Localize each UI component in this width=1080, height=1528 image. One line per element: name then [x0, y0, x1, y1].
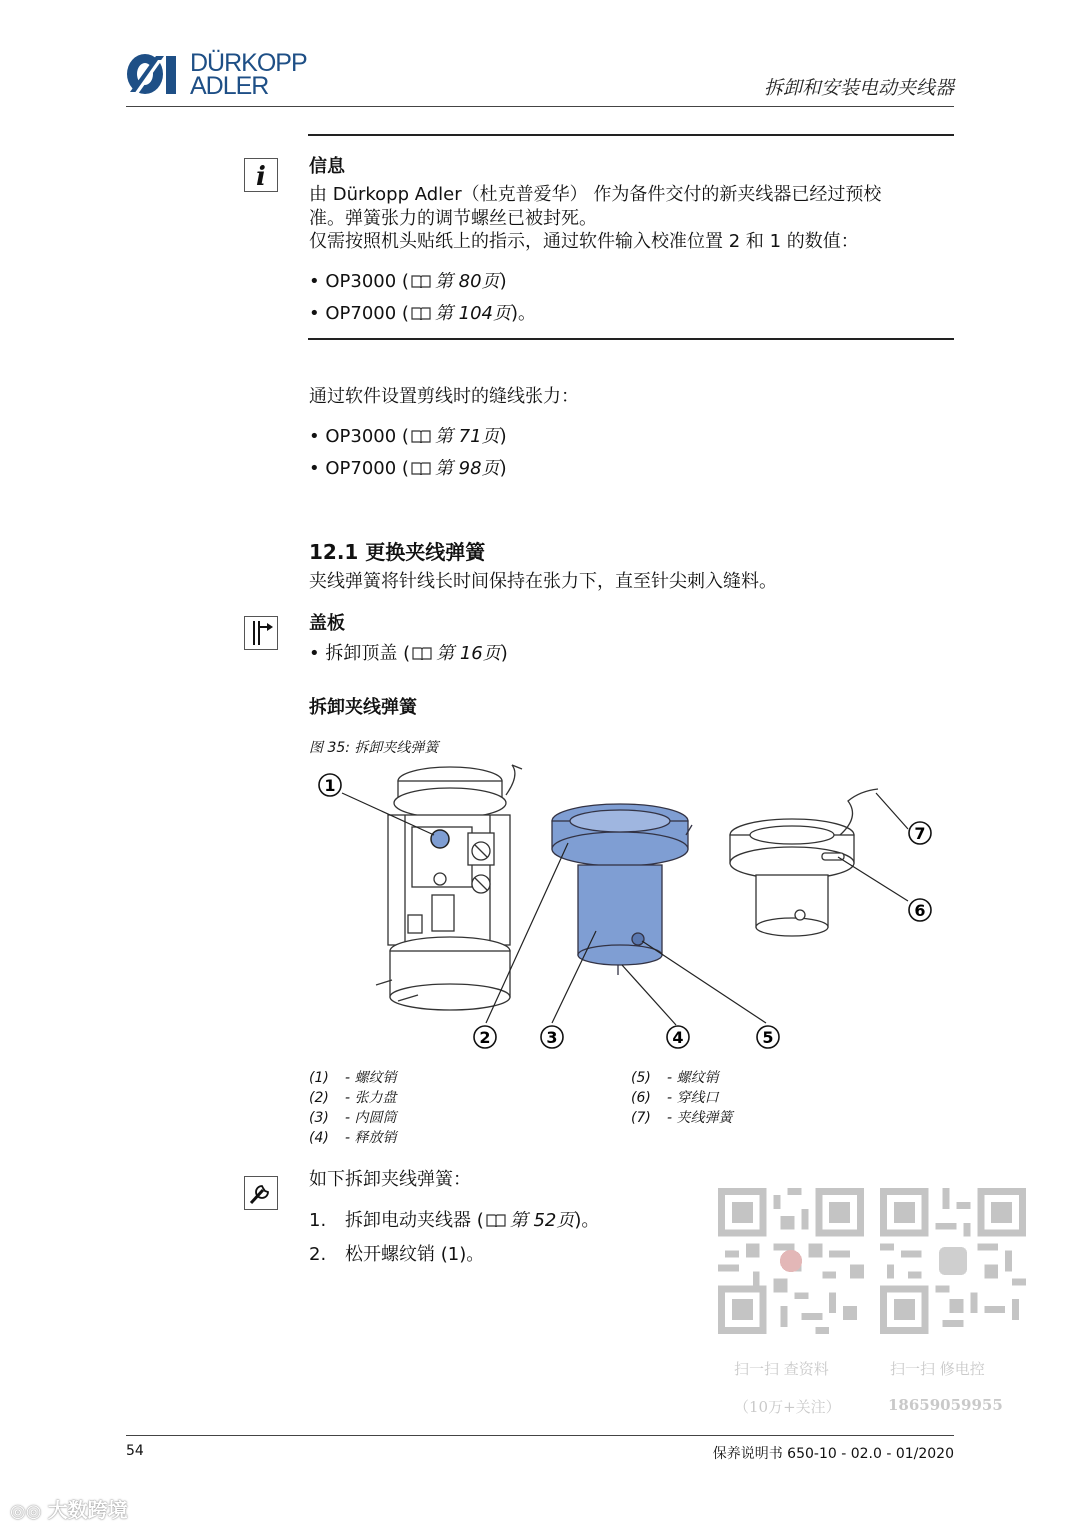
info-bottom-rule	[308, 338, 954, 340]
header-divider	[126, 106, 954, 107]
callout-3: 3	[546, 1028, 558, 1047]
cover-heading: 盖板	[309, 613, 345, 634]
svg-text:i: i	[256, 162, 266, 190]
book-icon	[411, 429, 431, 443]
section-heading: 12.1 更换夹线弹簧	[309, 540, 486, 564]
brand-logo	[126, 50, 326, 100]
step-item: 1. 拆卸电动夹线器 ( 第 52页)。	[309, 1210, 600, 1231]
info-top-rule	[308, 134, 954, 136]
legend-item: (2) - 张力盘	[309, 1090, 397, 1106]
legend-item: (1) - 螺纹销	[309, 1070, 397, 1086]
list-item: • 拆卸顶盖 ( 第 16页)	[309, 643, 508, 664]
footer-divider	[126, 1435, 954, 1436]
qr-code-right[interactable]	[880, 1188, 1026, 1334]
callout-7: 7	[914, 824, 926, 843]
callout-2: 2	[479, 1028, 491, 1047]
legend-item: (3) - 内圆筒	[309, 1110, 397, 1126]
inner-cylinder-drawing	[552, 804, 692, 975]
cover-icon	[244, 616, 278, 650]
page-ref-link[interactable]: 第 16页	[436, 643, 501, 664]
page-number: 54	[126, 1443, 144, 1459]
page-ref-link[interactable]: 第 80页	[434, 271, 500, 292]
list-item: • OP3000 ( 第 80页)	[309, 271, 507, 292]
legend-item: (6) - 穿线口	[631, 1090, 719, 1106]
list-item: • OP7000 ( 第 104页)。	[309, 303, 537, 324]
list-item: • OP7000 ( 第 98页)	[309, 458, 507, 479]
page-ref-link[interactable]: 第 104页	[434, 303, 511, 324]
book-icon	[411, 461, 431, 475]
legend-item: (7) - 夹线弹簧	[631, 1110, 733, 1126]
watermark-left-line2: （10万+关注）	[734, 1398, 841, 1416]
watermark-right-line1: 扫一扫 修电控	[890, 1360, 985, 1378]
page-ref-link[interactable]: 第 98页	[434, 458, 500, 479]
book-icon	[411, 306, 431, 320]
thread-spring-drawing	[730, 789, 878, 936]
legend-item: (4) - 释放销	[309, 1130, 397, 1146]
step-item: 2. 松开螺纹销 (1)。	[309, 1244, 485, 1265]
set-screw-part	[431, 830, 449, 848]
book-icon	[412, 646, 432, 660]
document-reference: 保养说明书 650-10 - 02.0 - 01/2020	[712, 1446, 954, 1462]
chapter-title: 拆卸和安装电动夹线器	[763, 77, 954, 99]
page-ref-link[interactable]: 第 71页	[434, 426, 500, 447]
tension-assembly-figure	[300, 755, 960, 1055]
info-heading: 信息	[309, 156, 345, 177]
watermark-left-line1: 扫一扫 查资料	[734, 1360, 829, 1378]
wrench-icon	[244, 1176, 278, 1210]
subsection-heading: 拆卸夹线弹簧	[309, 697, 417, 718]
figure-caption: 图 35: 拆卸夹线弹簧	[309, 740, 439, 756]
book-icon	[411, 274, 431, 288]
callout-4: 4	[672, 1028, 684, 1047]
info-icon	[244, 158, 278, 192]
logo-mark-icon	[126, 52, 184, 96]
brand-name-line2: ADLER	[190, 72, 269, 100]
legend-left	[309, 1068, 397, 1148]
callout-5: 5	[762, 1028, 774, 1047]
section-description: 夹线弹簧将针线长时间保持在张力下，直至针尖刺入缝料。	[309, 571, 777, 592]
callout-1: 1	[324, 776, 336, 795]
tension-unit-drawing	[376, 765, 522, 1010]
watermark-right-line2: 18659059955	[888, 1396, 1003, 1414]
info-paragraph-line2: 准。弹簧张力的调节螺丝已被封死。	[309, 208, 597, 229]
corner-logo-icon: ◎◎	[10, 1501, 48, 1522]
page-ref-link[interactable]: 第 52页	[509, 1210, 575, 1231]
info-paragraph-line1: 由 Dürkopp Adler（杜克普爱华） 作为备件交付的新夹线器已经过预校	[309, 184, 882, 205]
info-paragraph-line3: 仅需按照机头贴纸上的指示，通过软件输入校准位置 2 和 1 的数值：	[309, 231, 859, 252]
corner-watermark: ◎◎ 大数跨境	[10, 1498, 128, 1522]
list-item: • OP3000 ( 第 71页)	[309, 426, 507, 447]
brand-name-line1: DÜRKOPP	[190, 49, 307, 77]
legend-right	[631, 1068, 733, 1128]
qr-code-left[interactable]	[718, 1188, 864, 1334]
book-icon	[486, 1213, 506, 1227]
legend-item: (5) - 螺纹销	[631, 1070, 719, 1086]
tension-intro: 通过软件设置剪线时的缝线张力：	[309, 386, 579, 407]
steps-intro: 如下拆卸夹线弹簧：	[309, 1169, 471, 1190]
callout-6: 6	[914, 901, 926, 920]
